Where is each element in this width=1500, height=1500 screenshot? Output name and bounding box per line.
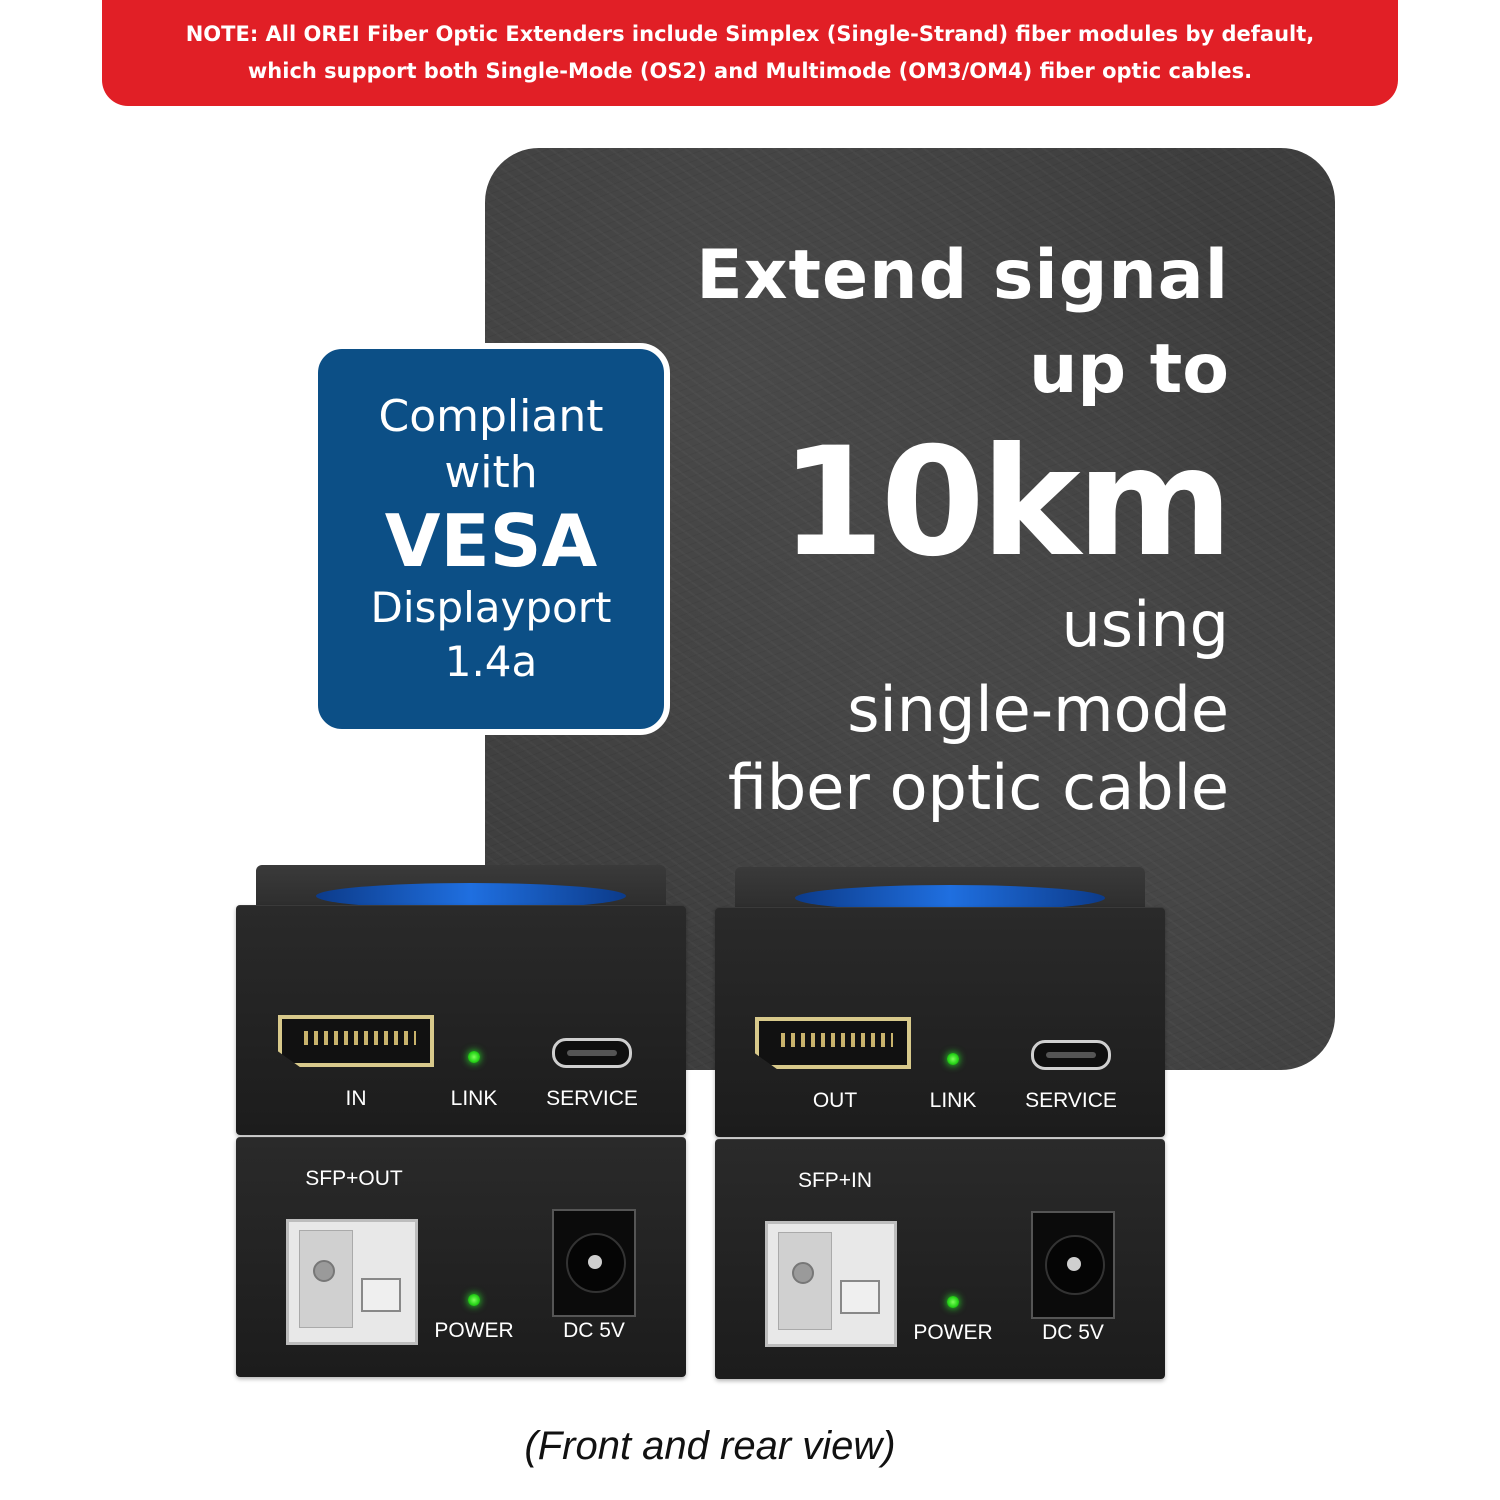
headline-line-6: fiber optic cable (727, 751, 1229, 824)
headline-line-4: using (1061, 588, 1229, 661)
dc-power-jack (1031, 1211, 1115, 1319)
led-label-link: LINK (929, 1089, 977, 1112)
power-led-icon (947, 1296, 959, 1308)
port-label-in: IN (345, 1087, 367, 1110)
transmitter-rear (236, 1137, 686, 1377)
sfp-out-port (286, 1219, 418, 1345)
led-label-power: POWER (434, 1319, 514, 1342)
receiver-unit (715, 867, 1165, 1379)
receiver-rear (715, 1139, 1165, 1379)
displayport-out-port (755, 1017, 911, 1069)
link-led-icon (947, 1053, 959, 1065)
port-label-out: OUT (812, 1089, 858, 1112)
sfp-in-port (765, 1221, 897, 1347)
badge-version: 1.4a (444, 637, 538, 686)
port-label-dc: DC 5V (563, 1319, 625, 1342)
link-led-icon (468, 1051, 480, 1063)
power-led-icon (468, 1294, 480, 1306)
port-label-service: SERVICE (546, 1087, 638, 1110)
displayport-in-port (278, 1015, 434, 1067)
caption: (Front and rear view) (524, 1424, 896, 1468)
port-label-sfp-in: SFP+IN (797, 1169, 873, 1192)
transmitter-unit (236, 865, 686, 1377)
note-banner (102, 0, 1398, 106)
headline-line-1: Extend signal (696, 236, 1229, 315)
badge-line-4: Displayport (370, 583, 612, 632)
vesa-badge (312, 343, 670, 735)
headline-line-5: single-mode (847, 673, 1229, 746)
dc-power-jack (552, 1209, 636, 1317)
led-label-link: LINK (450, 1087, 498, 1110)
note-line-2: which support both Single-Mode (OS2) and Multimode (OM3/OM4) fiber optic cables. (247, 59, 1253, 83)
receiver-front (715, 907, 1165, 1137)
transmitter-top (256, 865, 666, 909)
badge-vesa: VESA (384, 499, 598, 583)
usb-c-service-port (1031, 1040, 1111, 1070)
usb-c-service-port (552, 1038, 632, 1068)
badge-line-2: with (444, 447, 538, 498)
port-label-dc: DC 5V (1042, 1321, 1104, 1344)
note-line-1: NOTE: All OREI Fiber Optic Extenders include Simplex (Single-Strand) fiber modules by default, (185, 22, 1315, 46)
led-label-power: POWER (913, 1321, 993, 1344)
headline-distance: 10km (780, 416, 1229, 590)
transmitter-front (236, 905, 686, 1135)
receiver-top (735, 867, 1145, 911)
badge-line-1: Compliant (378, 391, 604, 442)
port-label-service: SERVICE (1025, 1089, 1117, 1112)
headline-line-2: up to (1029, 330, 1229, 409)
port-label-sfp-out: SFP+OUT (305, 1167, 403, 1190)
